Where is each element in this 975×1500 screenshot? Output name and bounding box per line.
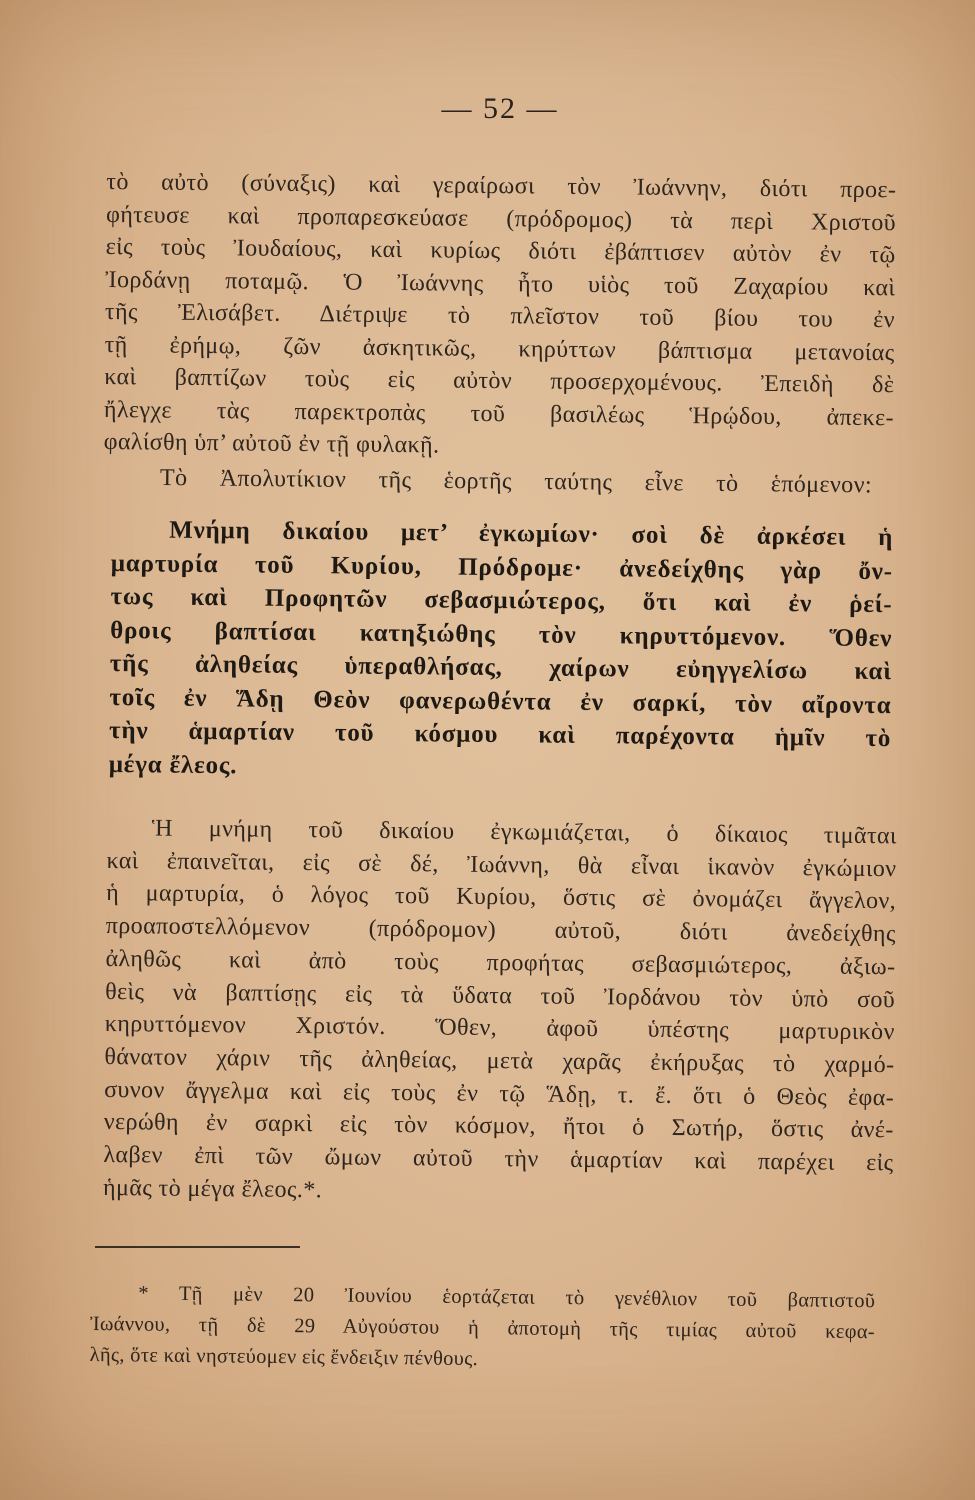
hymn-line: Μνήμη δικαίου μετ’ ἐγκωμίων· σοὶ δὲ ἀρκέσει ἡ — [169, 516, 894, 552]
text-line: τῇ ἐρήμῳ, ζῶν ἀσκητικῶς, κηρύττων βάπτισμα μετανοίας — [104, 331, 895, 366]
intro-paragraph — [103, 166, 896, 467]
footnote-divider — [95, 1246, 300, 1248]
commentary-paragraph — [103, 812, 897, 1213]
apolytikion-hymn — [109, 513, 894, 789]
text-line: εἰς τοὺς Ἰουδαίους, καὶ κυρίως διότι ἐβάπτισεν αὐτὸν ἐν τῷ — [105, 234, 896, 269]
text-line: συνον ἄγγελμα καὶ εἰς τοὺς ἐν τῷ Ἅδῃ, τ. ἔ. ὅτι ὁ Θεὸς ἐφα- — [104, 1076, 895, 1111]
text-line: φήτευσε καὶ προπαρεσκεύασε (πρόδρομος) τὰ περὶ Χριστοῦ — [105, 201, 897, 236]
text-line: κηρυττόμενον Χριστόν. Ὅθεν, ἀφοῦ ὑπέστης μαρτυρικὸν — [104, 1011, 895, 1046]
text-line: ἤλεγχε τὰς παρεκτροπὰς τοῦ βασιλέως Ἡρῴδου, ἀπεκε- — [103, 396, 895, 431]
text-line: Ἰορδάνῃ ποταμῷ. Ὁ Ἰωάννης ἦτο υἱὸς τοῦ Ζαχαρίου καὶ — [105, 266, 896, 301]
footnote-line: λῆς, ὅτε καὶ νηστεύομεν εἰς ἔνδειξιν πένθους. — [89, 1343, 479, 1371]
text-line: ἡ μαρτυρία, ὁ λόγος τοῦ Κυρίου, ὅστις σὲ ὀνομάζει ἄγγελον, — [106, 880, 897, 915]
text-line: τὸ αὐτὸ (σύναξις) καὶ γεραίρωσι τὸν Ἰωάννην, διότι προε- — [106, 169, 897, 204]
text-line: φαλίσθη ὑπ’ αὐτοῦ ἐν τῇ φυλακῇ. — [103, 428, 440, 459]
page-number: — 52 — — [441, 92, 559, 125]
hymn-line: μαρτυρία τοῦ Κυρίου, Πρόδρομε· ἀνεδείχθης γὰρ ὄν- — [110, 549, 893, 585]
text-line: ἀληθῶς καὶ ἀπὸ τοὺς προφήτας σεβασμιώτερος, ἀξιω- — [105, 945, 896, 981]
text-line: Τὸ Ἀπολυτίκιον τῆς ἑορτῆς ταύτης εἶνε τὸ ἑπόμενον: — [159, 465, 873, 499]
footnote-line: * Τῇ μὲν 20 Ἰουνίου ἑορτάζεται τὸ γενέθλιον τοῦ βαπτιστοῦ — [138, 1282, 876, 1313]
text-line: καὶ βαπτίζων τοὺς εἰς αὐτὸν προσερχομένους. Ἐπειδὴ δὲ — [104, 363, 895, 399]
text-line: ἡμᾶς τὸ μέγα ἔλεος.*. — [102, 1174, 323, 1204]
hymn-line: τῆς ἀληθείας ὑπεραθλήσας, χαίρων εὐηγγελίσω καὶ — [109, 649, 892, 686]
hymn-line: μέγα ἔλεος. — [108, 750, 238, 779]
apolytikion-intro-paragraph — [160, 462, 872, 501]
hymn-line: τοῖς ἐν Ἅδῃ Θεὸν φανερωθέντα ἐν σαρκί, τὸν αἴροντα — [109, 683, 892, 719]
hymn-line: τως καὶ Προφητῶν σεβασμιώτερος, ὅτι καὶ ἐν ῥεί- — [110, 583, 893, 619]
footnote-line: Ἰωάννου, τῇ δὲ 29 Αὐγούστου ἡ ἀποτομὴ τῆς τιμίας αὐτοῦ κεφα- — [89, 1313, 876, 1344]
text-line: Ἡ μνήμη τοῦ δικαίου ἐγκωμιάζεται, ὁ δίκαιος τιμᾶται — [151, 815, 897, 850]
text-line: νερώθη ἐν σαρκὶ εἰς τὸν κόσμον, ἤτοι ὁ Σωτήρ, ὅστις ἀνέ- — [103, 1109, 894, 1144]
hymn-line: τὴν ἁμαρτίαν τοῦ κόσμου καὶ παρέχοντα ἡμῖν τὸ — [108, 716, 892, 753]
text-line: θεὶς νὰ βαπτίσῃς εἰς τὰ ὕδατα τοῦ Ἰορδάνου τὸν ὑπὸ σοῦ — [105, 978, 896, 1013]
text-line: λαβεν ἐπὶ τῶν ὤμων αὐτοῦ τὴν ἁμαρτίαν καὶ παρέχει εἰς — [103, 1142, 894, 1177]
text-line: προαποστελλόμενον (πρόδρομον) αὐτοῦ, διότι ἀνεδείχθης — [105, 913, 896, 948]
footnote — [90, 1278, 876, 1379]
text-line: τῆς Ἐλισάβετ. Διέτριψε τὸ πλεῖστον τοῦ βίου του ἐν — [104, 299, 896, 334]
text-line: θάνατον χάριν τῆς ἀληθείας, μετὰ χαρᾶς ἐκήρυξας τὸ χαρμό- — [104, 1043, 895, 1079]
hymn-line: θροις βαπτίσαι κατηξιώθης τὸν κηρυττόμενον. Ὅθεν — [110, 616, 893, 652]
text-line: καὶ ἐπαινεῖται, εἰς σὲ δέ, Ἰωάννη, θὰ εἶναι ἱκανὸν ἐγκώμιον — [106, 847, 897, 882]
